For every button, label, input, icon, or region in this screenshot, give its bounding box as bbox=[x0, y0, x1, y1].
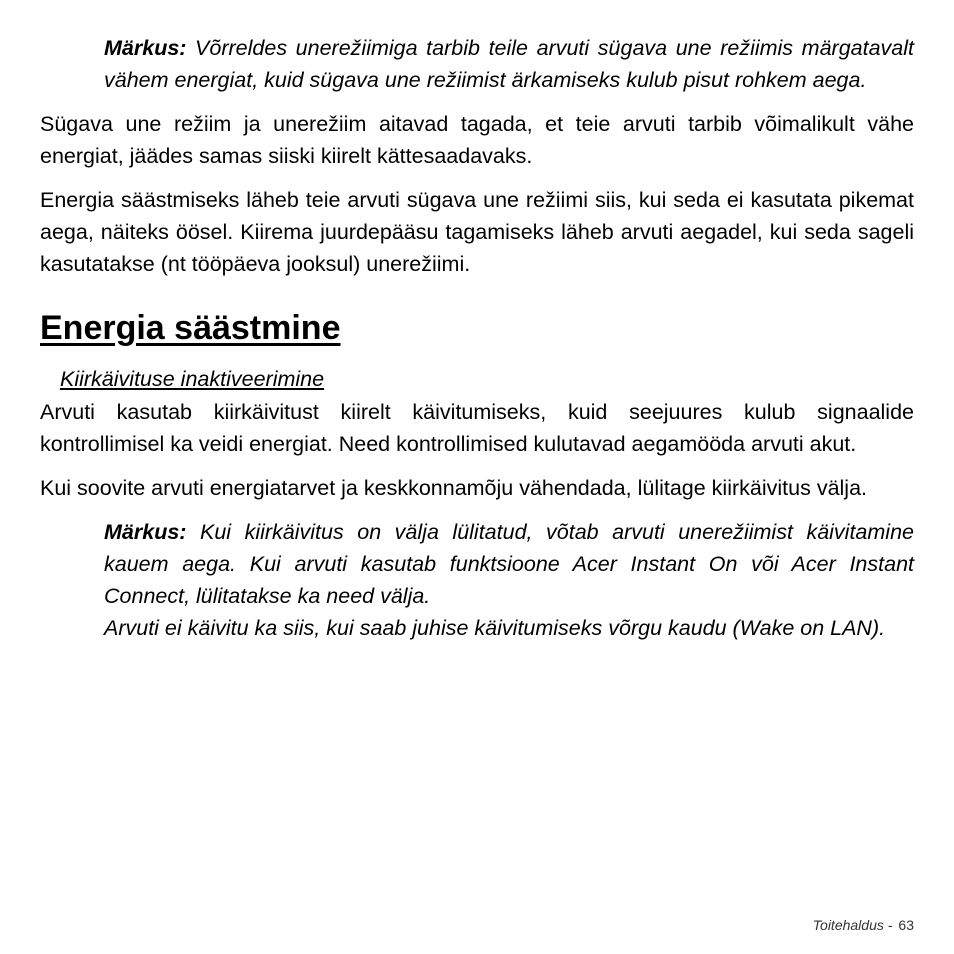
note-text: Võrreldes unerežiimiga tarbib teile arvuti sügava une režiimis märgatavalt vähem energiat, kuid sügava une režiimist ärkamiseks kulub pisut rohkem aega. bbox=[104, 36, 914, 92]
document-page bbox=[40, 32, 914, 644]
note-sleep-comparison bbox=[104, 32, 914, 96]
page-footer bbox=[813, 917, 914, 933]
note-text: Kui kiirkäivitus on välja lülitatud, võtab arvuti unerežiimist käivitamine kauem aega. Kui arvuti kasutab funktsioone Acer Instant On või Acer Instant Connect, lülitatakse ka need välja. bbox=[104, 520, 914, 608]
paragraph-disable-fast-startup: Kui soovite arvuti energiatarvet ja keskkonnamõju vähendada, lülitage kiirkäivitus välja. bbox=[40, 476, 868, 500]
paragraph-sleep-modes: Sügava une režiim ja unerežiim aitavad tagada, et teie arvuti tarbib võimalikult vähe energiat, jäädes samas siiski kiirelt kättesaadavaks. bbox=[40, 112, 914, 168]
section-heading: Energia säästmine bbox=[40, 309, 341, 347]
note-label: Märkus: bbox=[104, 520, 187, 544]
note-label: Märkus: bbox=[104, 36, 187, 60]
page-number: 63 bbox=[898, 917, 914, 933]
footer-section-name: Toitehaldus - bbox=[812, 917, 893, 933]
paragraph-fast-startup: Arvuti kasutab kiirkäivitust kiirelt käivitumiseks, kuid seejuures kulub signaalide kontrollimisel ka veidi energiat. Need kontrollimised kulutavad aegamööda arvuti akut. bbox=[40, 400, 914, 456]
subsection-heading: Kiirkäivituse inaktiveerimine bbox=[60, 367, 325, 391]
paragraph-energy-saving: Energia säästmiseks läheb teie arvuti sügava une režiimi siis, kui seda ei kasutata pikemat aega, näiteks öösel. Kiirema juurdepääsu tagamiseks läheb arvuti aegadel, kui seda sageli kasutatakse (nt tööpäeva jooksul) unerežiimi. bbox=[40, 188, 914, 276]
note-fast-startup bbox=[104, 516, 914, 612]
note-wake-on-lan: Arvuti ei käivitu ka siis, kui saab juhise käivitumiseks võrgu kaudu (Wake on LAN). bbox=[104, 616, 886, 640]
